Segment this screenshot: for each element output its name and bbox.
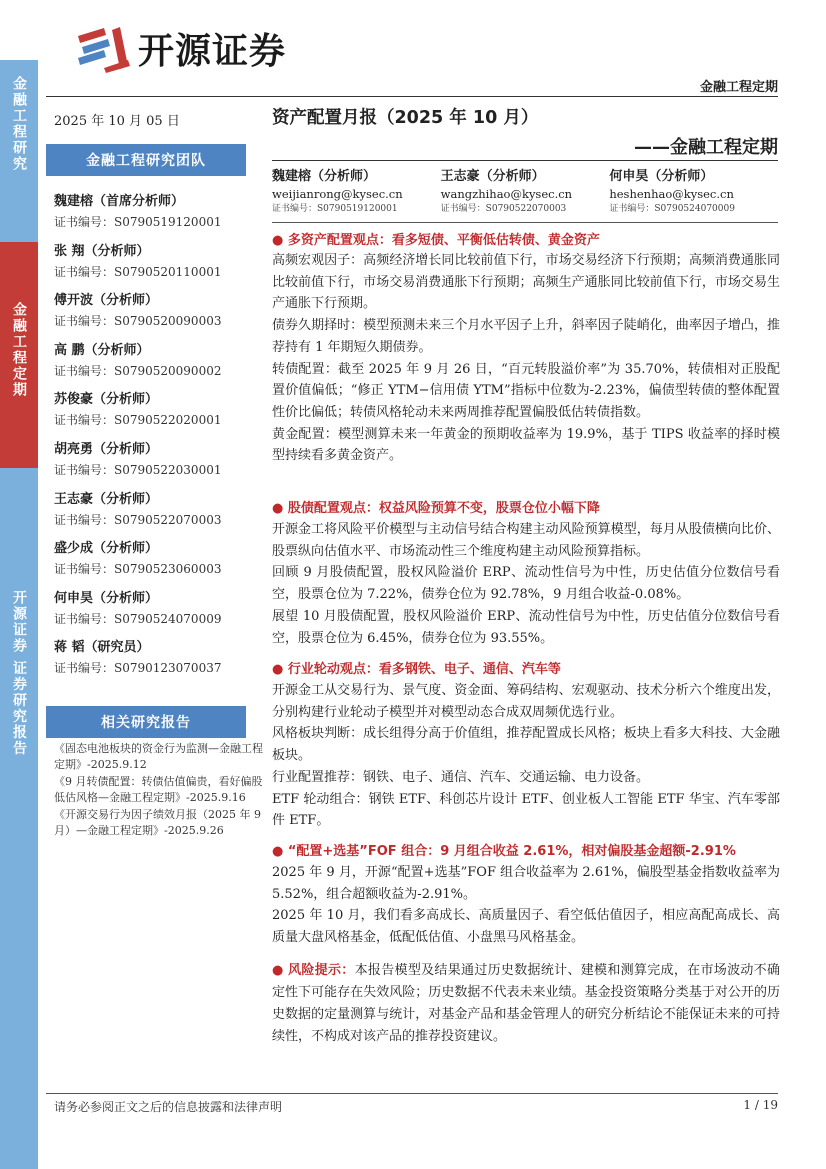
paragraph: 开源金工将风险平价模型与主动信号结合构建主动风险预算模型，每月从股债横向比价、股票纵向估值水平、市场流动性三个维度构建主动风险预算指标。 [272,522,780,559]
team-list [54,192,254,688]
company-logo [76,22,286,74]
section-heading-stock-bond: ● 股债配置观点：权益风险预算不变，股票仓位小幅下降 [272,501,600,516]
paragraph: 行业配置推荐：钢铁、电子、通信、汽车、交通运输、电力设备。 [272,769,650,785]
paragraph: 展望 10 月股债配置，股权风险溢价 ERP、流动性信号为中性，历史估值分位数信号看空，股票仓位为 6.45%，债券仓位为 93.55%。 [272,608,780,646]
analyst-cert: 证书编号：S0790524070009 [609,204,735,214]
section-heading-industry-rotation: ● 行业轮动观点：看多钢铁、电子、通信、汽车等 [272,662,561,677]
related-report-link[interactable]: 《固态电池板块的资金行为监测—金融工程定期》-2025.9.12 [54,742,263,772]
paragraph: 风格板块判断：成长组得分高于价值组，推荐配置成长风格；板块上看多大科技、大金融板块。 [272,726,780,764]
title-divider [272,160,778,161]
section-body-industry-rotation [272,680,780,832]
paragraph: 2025 年 9 月，开源“配置+选基”FOF 组合收益率为 2.61%，偏股型基金指数收益率为 5.52%，组合超额收益为-2.91%。 [272,865,780,902]
section-body-multi-asset [272,250,780,467]
paragraph: 2025 年 10 月，我们看多高成长、高质量因子、看空低估值因子，相应高配高成长、高质量大盘风格基金，低配低估值、小盘黑马风格基金。 [272,908,780,946]
team-member [54,638,254,688]
side-strip-research: 金融工程研究 [0,60,38,242]
paragraph: 债券久期择时：模型预测未来三个月水平因子上升，斜率因子陡峭化，曲率因子增凸，推荐持有 1 年期短久期债券。 [272,318,780,355]
analyst-list [272,168,778,215]
analyst-email[interactable]: weijianrong@kysec.cn [272,187,403,201]
bullet-icon: ● [272,662,288,677]
side-strip-report-type: 开源证券 证券研究报告 [0,468,38,1169]
page-number: 1 / 19 [743,1098,778,1112]
member-cert: 证书编号：S0790520090003 [54,314,222,329]
bullet-icon: ● [272,844,288,859]
analyst-name: 王志豪（分析师） [440,169,545,184]
paragraph: 黄金配置：模型测算未来一年黄金的预期收益率为 19.9%，基于 TIPS 收益率的择时模型持续看多黄金资产。 [272,426,780,464]
member-name: 傅开波（分析师） [54,293,159,309]
team-member [54,341,254,391]
member-cert: 证书编号：S0790524070009 [54,611,222,626]
team-member [54,440,254,490]
member-cert: 证书编号：S0790520090002 [54,363,222,378]
member-name: 苏俊豪（分析师） [54,392,159,408]
related-report-link[interactable]: 《9 月转债配置：转债估值偏贵，看好偏股低估风格—金融工程定期》-2025.9.16 [54,774,263,805]
analyst-email[interactable]: wangzhihao@kysec.cn [440,187,573,201]
member-name: 蒋 韬（研究员） [54,640,150,656]
paragraph: 开源金工从交易行为、景气度、资金面、筹码结构、宏观驱动、技术分析六个维度出发，分别构建行业轮动子模型并对模型动态合成双周频优选行业。 [272,683,780,720]
member-cert: 证书编号：S0790523060003 [54,562,222,577]
member-name: 高 鹏（分析师） [54,342,150,358]
paragraph: 高频宏观因子：高频经济增长同比较前值下行，市场交易经济下行预期；高频消费通胀同比较前值下行，市场交易消费通胀下行预期；高频生产通胀同比较前值下行，市场交易生产通胀下行预期。 [272,253,780,312]
team-member [54,390,254,440]
member-cert: 证书编号：S0790123070037 [54,661,222,676]
report-date: 2025 年 10 月 05 日 [54,114,180,129]
team-member [54,490,254,540]
team-member [54,242,254,292]
logo-mark-icon [76,22,134,74]
analyst-cert: 证书编号：S0790522070003 [440,204,567,214]
member-name: 何申昊（分析师） [54,590,159,606]
side-strip-category: 金融工程定期 [0,242,38,468]
paragraph: 回顾 9 月股债配置，股权风险溢价 ERP、流动性信号为中性，历史估值分位数信号看空，股票仓位为 7.22%，债券仓位为 92.78%，9 月组合收益-0.08%。 [272,565,780,603]
related-report-link[interactable]: 《开源交易行为因子绩效月报（2025 年 9 月）—金融工程定期》-2025.9.26 [54,807,261,838]
doc-type-label: 金融工程定期 [699,80,778,95]
analyst-card [441,168,610,215]
section-body-fof [272,862,780,949]
team-member [54,291,254,341]
section-body-stock-bond [272,519,780,649]
related-reports-list [54,741,264,839]
report-title: 资产配置月报（2025 年 10 月） [272,108,539,128]
section-heading-fof: ● “配置+选基”FOF 组合：9 月组合收益 2.61%，相对偏股基金超额-2.91% [272,844,736,859]
member-name: 张 翔（分析师） [54,243,150,259]
bullet-icon: ● [272,501,288,516]
team-banner: 金融工程研究团队 [46,144,246,176]
member-cert: 证书编号：S0790520110001 [54,264,222,279]
analyst-name: 魏建榕（分析师） [272,169,377,184]
analyst-card [272,168,441,215]
analyst-email[interactable]: heshenhao@kysec.cn [609,187,734,201]
analyst-cert: 证书编号：S0790519120001 [272,204,398,214]
member-cert: 证书编号：S0790522070003 [54,512,222,527]
side-strip [0,60,38,1169]
team-member [54,539,254,589]
analyst-card [609,168,778,215]
paragraph: ETF 轮动组合：钢铁 ETF、科创芯片设计 ETF、创业板人工智能 ETF 华宝、汽车零部件 ETF。 [272,791,780,829]
team-member [54,589,254,639]
member-name: 魏建榕（首席分析师） [54,194,185,209]
member-name: 胡亮勇（分析师） [54,441,159,457]
member-cert: 证书编号：S0790522030001 [54,462,222,477]
related-reports-banner: 相关研究报告 [46,706,246,738]
bullet-icon: ● [272,233,288,248]
header-divider [46,96,778,97]
risk-label: 风险提示： [288,963,355,978]
member-name: 王志豪（分析师） [54,491,159,507]
report-subtitle: ——金融工程定期 [634,137,778,158]
brand-name: 开源证券 [138,30,287,72]
member-cert: 证书编号：S0790522020001 [54,413,222,428]
bullet-icon: ● [272,963,289,978]
paragraph: 转债配置：截至 2025 年 9 月 26 日，“百元转股溢价率”为 35.70%，转债相对正股配置价值偏低；“修正 YTM−信用债 YTM”指标中位数为-2.23%，偏债型转债的整体配置性价比偏低；转债风格轮动未来两周推荐配置偏股低估转债指数。 [272,361,780,420]
member-cert: 证书编号：S0790519120001 [54,215,222,229]
footer-divider [46,1093,778,1094]
risk-text: 本报告模型及结果通过历史数据统计、建模和测算完成，在市场波动不确定性下可能存在失效风险；历史数据不代表未来业绩。基金投资策略分类基于对公开的历史数据的定量测算与统计，对基金产品和基金管理人的研究分析结论不能保证未来的可持续性，不构成对该产品的推荐投资建议。 [272,963,780,1044]
team-member [54,192,254,242]
section-heading-multi-asset: ● 多资产配置观点：看多短债、平衡低估转债、黄金资产 [272,233,600,248]
analysts-divider [272,222,778,223]
analyst-name: 何申昊（分析师） [609,169,714,184]
risk-warning [272,960,780,1048]
footer-disclaimer: 请务必参阅正文之后的信息披露和法律声明 [54,1100,283,1114]
member-name: 盛少成（分析师） [54,541,159,557]
